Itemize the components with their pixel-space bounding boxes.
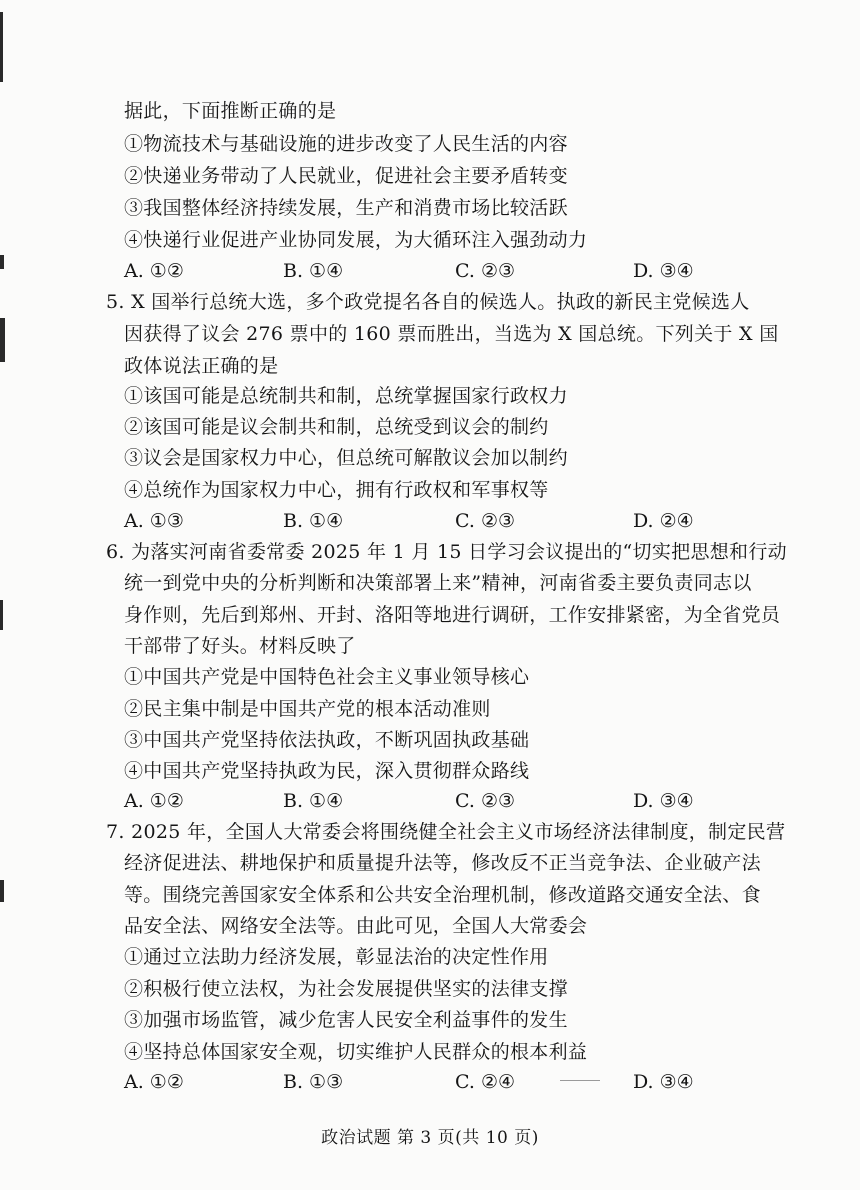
- question-7-stem: 经济促进法、耕地保护和质量提升法等，修改反不正当竞争法、企业破产法: [124, 852, 761, 874]
- answer-option-a: A. ①②: [124, 790, 184, 812]
- answer-option-d: D. ③④: [633, 260, 694, 282]
- answer-option-d: D. ③④: [633, 1071, 694, 1093]
- statement-item: ④总统作为国家权力中心，拥有行政权和军事权等: [124, 479, 549, 501]
- question-intro: 据此，下面推断正确的是: [124, 100, 337, 122]
- statement-item: ④中国共产党坚持执政为民，深入贯彻群众路线: [124, 760, 530, 782]
- question-6-stem: 干部带了好头。材料反映了: [124, 635, 356, 657]
- answer-option-d: D. ②④: [633, 510, 694, 532]
- question-7-stem: 7. 2025 年，全国人大常委会将围绕健全社会主义市场经济法律制度，制定民营: [106, 821, 786, 843]
- statement-item: ③加强市场监管，减少危害人民安全利益事件的发生: [124, 1009, 568, 1031]
- answer-option-b: B. ①④: [283, 260, 344, 282]
- statement-item: ②该国可能是议会制共和制，总统受到议会的制约: [124, 416, 549, 438]
- statement-item: ③议会是国家权力中心，但总统可解散议会加以制约: [124, 447, 568, 469]
- answer-option-c: C. ②③: [455, 260, 516, 282]
- answer-option-a: A. ①③: [124, 510, 184, 532]
- statement-item: ①该国可能是总统制共和制，总统掌握国家行政权力: [124, 385, 568, 407]
- statement-item: ③我国整体经济持续发展，生产和消费市场比较活跃: [124, 197, 568, 219]
- statement-item: ①通过立法助力经济发展，彰显法治的决定性作用: [124, 946, 549, 968]
- question-7-stem: 品安全法、网络安全法等。由此可见，全国人大常委会: [124, 915, 588, 937]
- answer-option-b: B. ①④: [283, 510, 344, 532]
- answer-option-c: C. ②③: [455, 790, 516, 812]
- page-footer: 政治试题 第 3 页(共 10 页): [321, 1128, 539, 1148]
- answer-option-c: C. ②④: [455, 1071, 516, 1093]
- statement-item: ④快递行业促进产业协同发展，为大循环注入强劲动力: [124, 229, 588, 251]
- answer-option-c: C. ②③: [455, 510, 516, 532]
- answer-option-a: A. ①②: [124, 260, 184, 282]
- statement-item: ②民主集中制是中国共产党的根本活动准则: [124, 698, 491, 720]
- question-7-stem: 等。围绕完善国家安全体系和公共安全治理机制，修改道路交通安全法、食: [124, 884, 761, 906]
- question-5-stem: 政体说法正确的是: [124, 355, 279, 377]
- question-6-stem: 身作则，先后到郑州、开封、洛阳等地进行调研，工作安排紧密，为全省党员: [124, 604, 781, 626]
- question-6-stem: 6. 为落实河南省委常委 2025 年 1 月 15 日学习会议提出的“切实把思想和行动: [106, 541, 787, 563]
- statement-item: ①物流技术与基础设施的进步改变了人民生活的内容: [124, 133, 568, 155]
- answer-option-b: B. ①④: [283, 790, 344, 812]
- question-5-stem: 因获得了议会 276 票中的 160 票而胜出，当选为 X 国总统。下列关于 X 国: [124, 323, 779, 345]
- answer-option-b: B. ①③: [283, 1071, 344, 1093]
- statement-item: ④坚持总体国家安全观，切实维护人民群众的根本利益: [124, 1041, 588, 1063]
- statement-item: ③中国共产党坚持依法执政，不断巩固执政基础: [124, 729, 530, 751]
- answer-option-a: A. ①②: [124, 1071, 184, 1093]
- answer-option-d: D. ③④: [633, 790, 694, 812]
- question-6-stem: 统一到党中央的分析判断和决策部署上来”精神，河南省委主要负责同志以: [124, 572, 752, 594]
- statement-item: ②积极行使立法权，为社会发展提供坚实的法律支撑: [124, 978, 568, 1000]
- statement-item: ②快递业务带动了人民就业，促进社会主要矛盾转变: [124, 165, 568, 187]
- question-5-stem: 5. X 国举行总统大选，多个政党提名各自的候选人。执政的新民主党候选人: [106, 291, 750, 313]
- statement-item: ①中国共产党是中国特色社会主义事业领导核心: [124, 666, 530, 688]
